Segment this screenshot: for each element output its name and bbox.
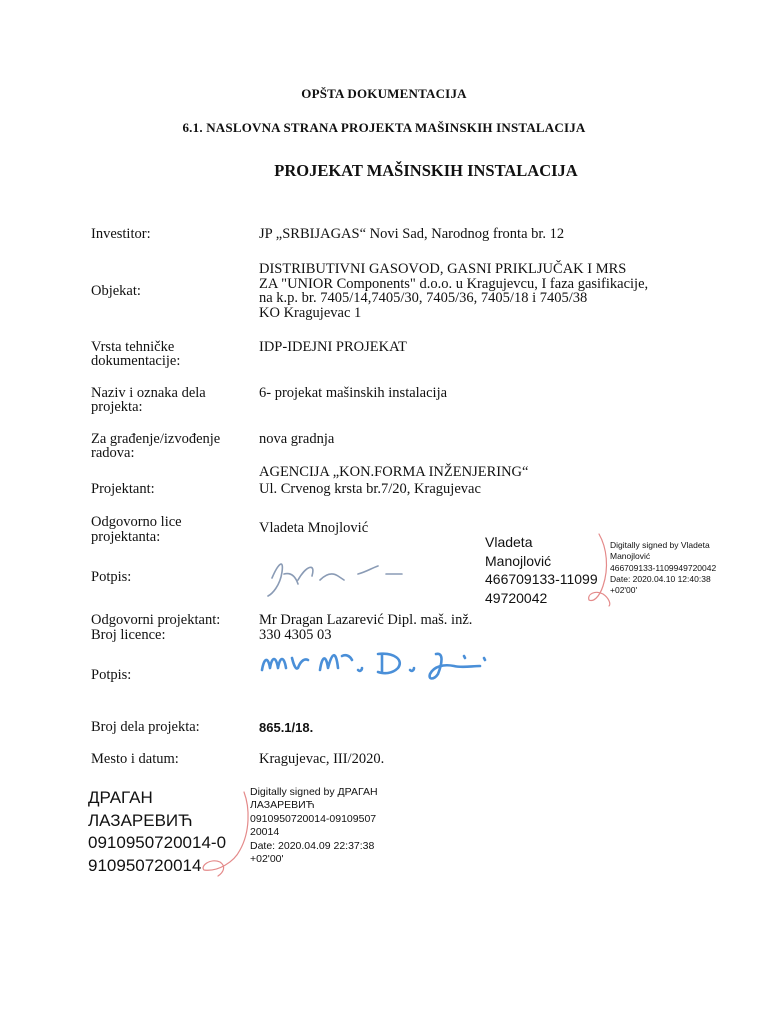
mesto-datum-label: Mesto i datum: [91, 751, 179, 767]
projektant-label: Projektant: [91, 481, 155, 497]
projektant-line-2: Ul. Crvenog krsta br.7/20, Kragujevac [259, 481, 481, 497]
objekat-line-4: KO Kragujevac 1 [259, 305, 362, 321]
gradjenje-value: nova gradnja [259, 431, 335, 447]
odgovorni-projektant-value: Mr Dragan Lazarević Dipl. maš. inž. [259, 612, 473, 628]
sig2-detail-line-6: +02'00' [250, 853, 284, 866]
sig2-detail-line-5: Date: 2020.04.09 22:37:38 [250, 839, 375, 852]
sig2-name-line-3: 0910950720014-0 [88, 833, 227, 853]
sig1-detail-line-4: Date: 2020.04.10 12:40:38 [610, 573, 711, 584]
odgovorni-projektant-label: Odgovorni projektant: [91, 612, 221, 628]
broj-licence-label: Broj licence: [91, 627, 166, 643]
gradjenje-label-line-1: Za građenje/izvođenje [91, 431, 221, 447]
odgovorno-lice-value: Vladeta Mnojlović [259, 520, 369, 536]
vrsta-value: IDP-IDEJNI PROJEKAT [259, 339, 407, 355]
sig1-detail-line-5: +02'00' [610, 585, 638, 596]
odgovorno-lice-label-line-1: Odgovorno lice [91, 514, 182, 530]
mesto-datum-value: Kragujevac, III/2020. [259, 751, 385, 767]
naziv-label-line-1: Naziv i oznaka dela [91, 385, 206, 401]
objekat-line-1: DISTRIBUTIVNI GASOVOD, GASNI PRIKLJUČAK I MRS [259, 261, 627, 277]
sig1-name-line-3: 466709133-11099 [485, 571, 598, 587]
handwritten-signature-1 [262, 550, 412, 600]
sig1-name-line-2: Manojlović [485, 552, 552, 569]
sig2-name-line-1: ДРАГАН [88, 788, 153, 807]
sig2-detail-line-1: Digitally signed by ДРАГАН [250, 786, 378, 798]
digital-signature-2-details [250, 786, 378, 866]
objekat-line-2: ZA "UNIOR Components" d.o.o. u Kragujevcu, I faza gasifikacije, [259, 276, 649, 292]
broj-dela-label: Broj dela projekta: [91, 719, 200, 735]
investitor-value: JP „SRBIJAGAS“ Novi Sad, Narodnog fronta br. 12 [259, 226, 565, 242]
potpis-2-label: Potpis: [91, 667, 132, 683]
sig1-detail-line-2: Manojlović [610, 551, 651, 562]
page-title: PROJEKAT MAŠINSKIH INSTALACIJA [274, 161, 578, 180]
sig2-detail-line-3: 0910950720014-09109507 [250, 812, 377, 825]
broj-licence-value: 330 4305 03 [259, 627, 332, 643]
projektant-line-1: AGENCIJA „KON.FORMA INŽENJERING“ [259, 464, 529, 480]
sig2-name-line-2: ЛАЗАРЕВИЋ [88, 810, 193, 830]
naziv-label-line-2: projekta: [91, 399, 143, 415]
objekat-line-3: na k.p. br. 7405/14,7405/30, 7405/36, 7405/18 i 7405/38 [259, 290, 588, 306]
naziv-value: 6- projekat mašinskih instalacija [259, 385, 448, 401]
sig1-detail-line-1: Digitally signed by Vladeta [610, 540, 710, 550]
sig2-name-line-4: 910950720014 [88, 855, 202, 875]
investitor-label: Investitor: [91, 226, 151, 242]
subsection-heading: 6.1. NASLOVNA STRANA PROJEKTA MAŠINSKIH INSTALACIJA [182, 120, 586, 135]
vrsta-label-line-2: dokumentacije: [91, 353, 181, 369]
sig1-name-line-1: Vladeta [485, 534, 533, 550]
digital-signature-1-name [485, 533, 598, 607]
sig1-detail-line-3: 466709133-1109949720042 [610, 562, 717, 573]
potpis-1-label: Potpis: [91, 569, 132, 585]
digital-signature-1-details [610, 540, 716, 596]
broj-dela-value: 865.1/18. [259, 720, 314, 735]
digital-signature-2-mark [196, 786, 256, 878]
sig2-detail-line-2: ЛАЗАРЕВИЋ [250, 799, 315, 812]
sig2-detail-line-4: 20014 [250, 826, 280, 839]
vrsta-label-line-1: Vrsta tehničke [91, 339, 175, 355]
section-heading: OPŠTA DOKUMENTACIJA [301, 86, 467, 101]
odgovorno-lice-label-line-2: projektanta: [91, 529, 161, 545]
handwritten-signature-2 [258, 644, 498, 692]
sig1-name-line-4: 49720042 [485, 589, 548, 606]
gradjenje-label-line-2: radova: [91, 445, 135, 461]
objekat-label: Objekat: [91, 283, 141, 299]
